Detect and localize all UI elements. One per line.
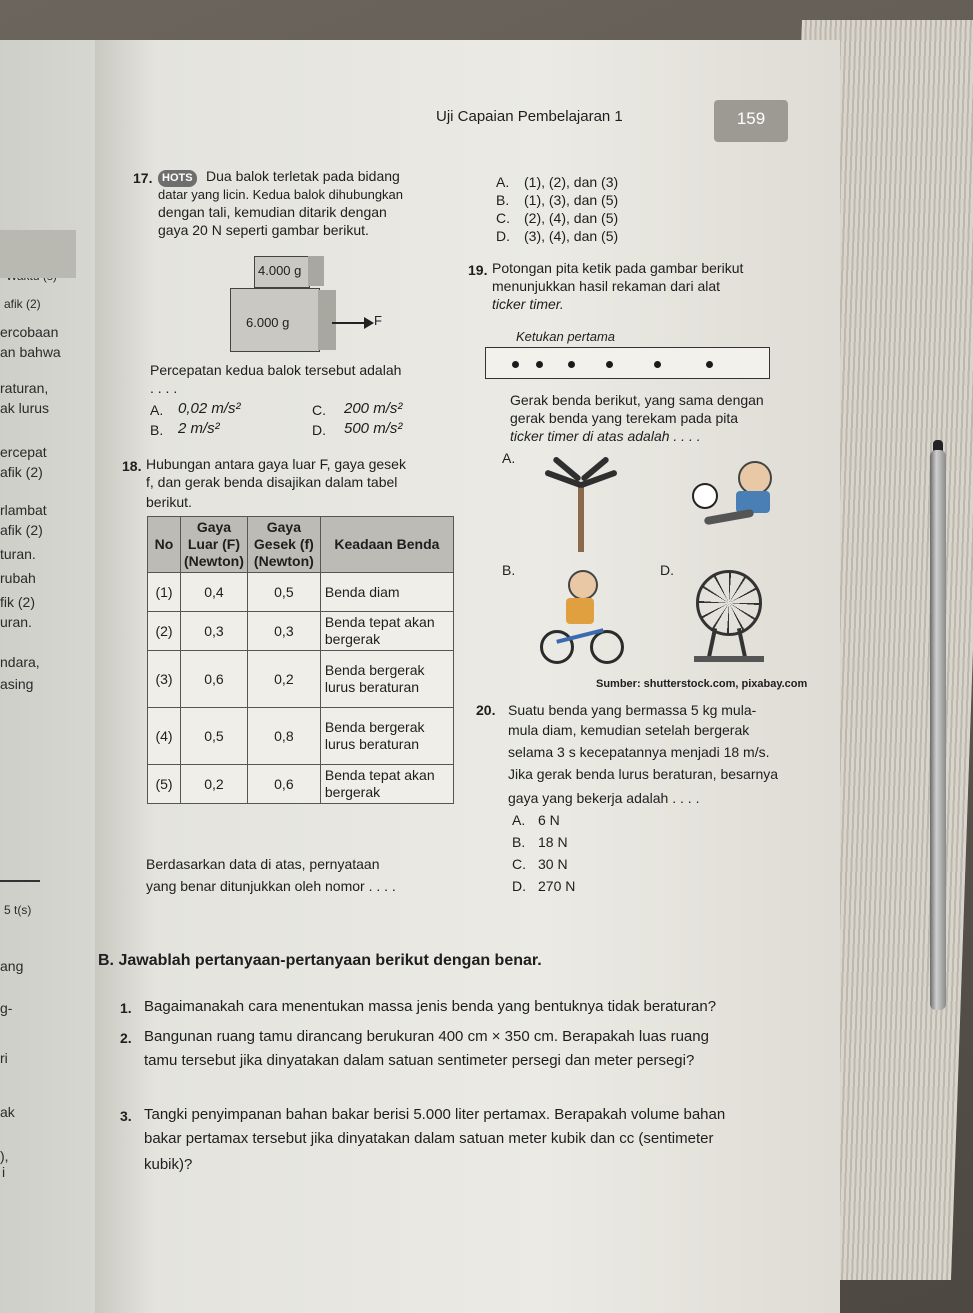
q18-line: Hubungan antara gaya luar F, gaya gesek (146, 456, 406, 472)
left-fragment: turan. (0, 546, 36, 562)
header-friction-force: Gaya Gesek (f) (Newton) (247, 517, 320, 573)
cell-f: 0,6 (247, 765, 320, 804)
left-page-shading (0, 230, 76, 278)
ferris-leg (737, 628, 747, 658)
q18-option-c: (2), (4), dan (5) (524, 210, 619, 226)
essay-q2: Bangunan ruang tamu dirancang berukuran 400 cm × 350 cm. Berapakah luas ruang (144, 1028, 709, 1045)
palm-tree-image (540, 462, 620, 552)
essay-q2: tamu tersebut jika dinyatakan dalam satuan sentimeter persegi dan meter persegi? (144, 1052, 695, 1069)
q20-option-c-letter: C. (512, 856, 526, 872)
left-fragment: an bahwa (0, 344, 61, 360)
q20-line: gaya yang bekerja adalah . . . . (508, 790, 700, 806)
header-no: No (148, 517, 181, 573)
q20-line: Suatu benda yang bermassa 5 kg mula- (508, 702, 757, 718)
cyclist-image (540, 568, 625, 668)
cell-no: (2) (148, 612, 181, 651)
cell-f: 0,5 (247, 573, 320, 612)
ferris-wheel-image (694, 568, 764, 668)
q20-line: Jika gerak benda lurus beraturan, besarnya (508, 766, 779, 782)
q19-prompt: ticker timer di atas adalah . . . . (510, 428, 701, 444)
table-header-row (148, 517, 454, 573)
q17-prompt: Percepatan kedua balok tersebut adalah (150, 362, 402, 378)
table-row (148, 573, 454, 612)
pen (930, 450, 946, 1010)
q20-option-b: 18 N (538, 834, 568, 850)
q19-line: Potongan pita ketik pada gambar berikut (492, 260, 744, 276)
section-b-title: B. Jawablah pertanyaan-pertanyaan berikut dengan benar. (98, 952, 542, 969)
page-number: 159 (736, 109, 766, 128)
left-fragment: i (2, 1164, 6, 1180)
tape-dot (512, 361, 519, 368)
cell-state: Benda tepat akan bergerak (320, 765, 453, 804)
kid-leg (704, 509, 755, 526)
ferris-leg (707, 628, 717, 658)
force-arrow-line (332, 322, 366, 324)
q20-option-c: 30 N (538, 856, 568, 872)
left-fragment: rubah (0, 570, 36, 586)
q17-option-a-letter: A. (150, 402, 164, 418)
q18-option-b-letter: B. (496, 192, 510, 208)
cell-state: Benda diam (320, 573, 453, 612)
left-fragment: afik (2) (4, 297, 41, 311)
essay-number: 1. (120, 1000, 132, 1016)
q20-line: mula diam, kemudian setelah bergerak (508, 722, 750, 738)
table-row (148, 708, 454, 765)
cell-state: Benda bergerak lurus beraturan (320, 708, 453, 765)
q17-option-c: 200 m/s² (344, 400, 403, 417)
q17-option-c-letter: C. (312, 402, 326, 418)
essay-q1: Bagaimanakah cara menentukan massa jenis benda yang bentuknya tidak beraturan? (144, 998, 717, 1015)
cell-no: (1) (148, 573, 181, 612)
essay-q3: kubik)? (144, 1156, 193, 1173)
left-fragment: afik (2) (0, 464, 43, 480)
cell-F: 0,4 (181, 573, 248, 612)
question-number: 20. (476, 702, 496, 718)
q18-option-d-letter: D. (496, 228, 510, 244)
q17-option-b: 2 m/s² (178, 420, 220, 437)
essay-q3: Tangki penyimpanan bahan bakar berisi 5.000 liter pertamax. Berapakah volume bahan (144, 1106, 726, 1123)
left-fragment: afik (2) (0, 522, 43, 538)
friction-table (147, 516, 454, 804)
cell-no: (4) (148, 708, 181, 765)
q20-option-d: 270 N (538, 878, 576, 894)
q19-line: ticker timer. (492, 296, 564, 312)
essay-number: 2. (120, 1030, 132, 1046)
q20-option-a-letter: A. (512, 812, 526, 828)
q17-line: datar yang licin. Kedua balok dihubungkan (158, 187, 404, 202)
tape-dot (706, 361, 713, 368)
q20-option-d-letter: D. (512, 878, 526, 894)
section-title: Uji Capaian Pembelajaran 1 (436, 108, 623, 125)
left-fragment: rlambat (0, 502, 47, 518)
q18-option-d: (3), (4), dan (5) (524, 228, 619, 244)
q19-option-b-label: B. (502, 562, 516, 578)
cell-F: 0,3 (181, 612, 248, 651)
question-number: 17. (133, 170, 153, 186)
palm-trunk (578, 482, 584, 552)
header-external-force: Gaya Luar (F) (Newton) (181, 517, 248, 573)
cyclist-shirt (566, 598, 594, 624)
left-fragment: g- (0, 1000, 13, 1016)
q18-line: berikut. (146, 494, 192, 510)
cell-f: 0,8 (247, 708, 320, 765)
table-row (148, 612, 454, 651)
cell-F: 0,6 (181, 651, 248, 708)
tape-dot (536, 361, 543, 368)
bike-wheel-icon (590, 630, 624, 664)
q17-line: gaya 20 N seperti gambar berikut. (158, 222, 369, 238)
q20-option-a: 6 N (538, 812, 560, 828)
bottom-block-side (318, 290, 336, 350)
cell-state: Benda bergerak lurus beraturan (320, 651, 453, 708)
q17-option-b-letter: B. (150, 422, 164, 438)
left-fragment: ercobaan (0, 324, 59, 340)
q19-option-a-label: A. (502, 450, 516, 466)
ferris-wheel-icon (696, 570, 762, 636)
hots-badge-wrap (158, 168, 197, 187)
hots-badge: HOTS (158, 170, 197, 187)
top-block-side (308, 256, 324, 286)
q17-ellipsis: . . . . (150, 380, 178, 396)
q20-line: selama 3 s kecepatannya menjadi 18 m/s. (508, 744, 770, 760)
left-fragment: ), (0, 1148, 9, 1164)
question-number: 18. (122, 458, 142, 474)
q18-option-a-letter: A. (496, 174, 510, 190)
image-source: Sumber: shutterstock.com, pixabay.com (596, 678, 808, 690)
left-fragment: uran. (0, 614, 32, 630)
q18-conclusion: Berdasarkan data di atas, pernyataan (146, 856, 380, 872)
q18-conclusion: yang benar ditunjukkan oleh nomor . . . . (146, 878, 396, 894)
left-axis-line (0, 880, 40, 882)
essay-q3: bakar pertamax tersebut jika dinyatakan dalam satuan meter kubik dan cc (sentimeter (144, 1130, 714, 1147)
left-fragment: ang (0, 958, 24, 974)
q19-prompt: gerak benda yang terekam pada pita (510, 410, 739, 426)
q17-line: dengan tali, kemudian ditarik dengan (158, 204, 387, 220)
soccer-ball-icon (692, 483, 718, 509)
left-fragment: ri (0, 1050, 8, 1066)
question-number: 19. (468, 262, 488, 278)
left-fragment: ndara, (0, 654, 40, 670)
q18-line: f, dan gerak benda disajikan dalam tabel (146, 474, 398, 490)
bottom-block-mass: 6.000 g (246, 315, 290, 330)
q19-option-d-label: D. (660, 562, 674, 578)
cell-F: 0,5 (181, 708, 248, 765)
q17-line: Dua balok terletak pada bidang (206, 168, 400, 184)
q18-option-b: (1), (3), dan (5) (524, 192, 619, 208)
tape-dot (568, 361, 575, 368)
top-block-mass: 4.000 g (258, 263, 302, 278)
tape-label: Ketukan pertama (516, 329, 616, 344)
tape-dot (606, 361, 613, 368)
table-row (148, 651, 454, 708)
cell-F: 0,2 (181, 765, 248, 804)
left-fragment: raturan, (0, 380, 49, 396)
q18-option-c-letter: C. (496, 210, 510, 226)
header-state: Keadaan Benda (320, 517, 453, 573)
force-arrow-head-icon (364, 317, 374, 329)
left-fragment: ercepat (0, 444, 47, 460)
q17-option-a: 0,02 m/s² (178, 400, 241, 417)
cell-state: Benda tepat akan bergerak (320, 612, 453, 651)
force-label: F (374, 313, 382, 328)
soccer-kick-image (690, 455, 785, 535)
tape-dot (654, 361, 661, 368)
table-row (148, 765, 454, 804)
cell-f: 0,2 (247, 651, 320, 708)
q19-prompt: Gerak benda berikut, yang sama dengan (510, 392, 764, 408)
bike-wheel-icon (540, 630, 574, 664)
q17-option-d-letter: D. (312, 422, 326, 438)
q19-line: menunjukkan hasil rekaman dari alat (492, 278, 721, 294)
left-fragment: fik (2) (0, 594, 35, 610)
left-fragment: 5 t(s) (4, 903, 32, 917)
left-fragment: ak lurus (0, 400, 50, 416)
essay-number: 3. (120, 1108, 132, 1124)
cell-no: (5) (148, 765, 181, 804)
cyclist-head (568, 570, 598, 600)
q20-option-b-letter: B. (512, 834, 526, 850)
cell-no: (3) (148, 651, 181, 708)
ticker-tape (485, 347, 770, 379)
kid-head (738, 461, 772, 495)
q17-option-d: 500 m/s² (344, 420, 403, 437)
left-fragment: ak (0, 1104, 15, 1120)
ferris-base (694, 656, 764, 662)
cell-f: 0,3 (247, 612, 320, 651)
q18-option-a: (1), (2), dan (3) (524, 174, 619, 190)
left-fragment: asing (0, 676, 34, 692)
